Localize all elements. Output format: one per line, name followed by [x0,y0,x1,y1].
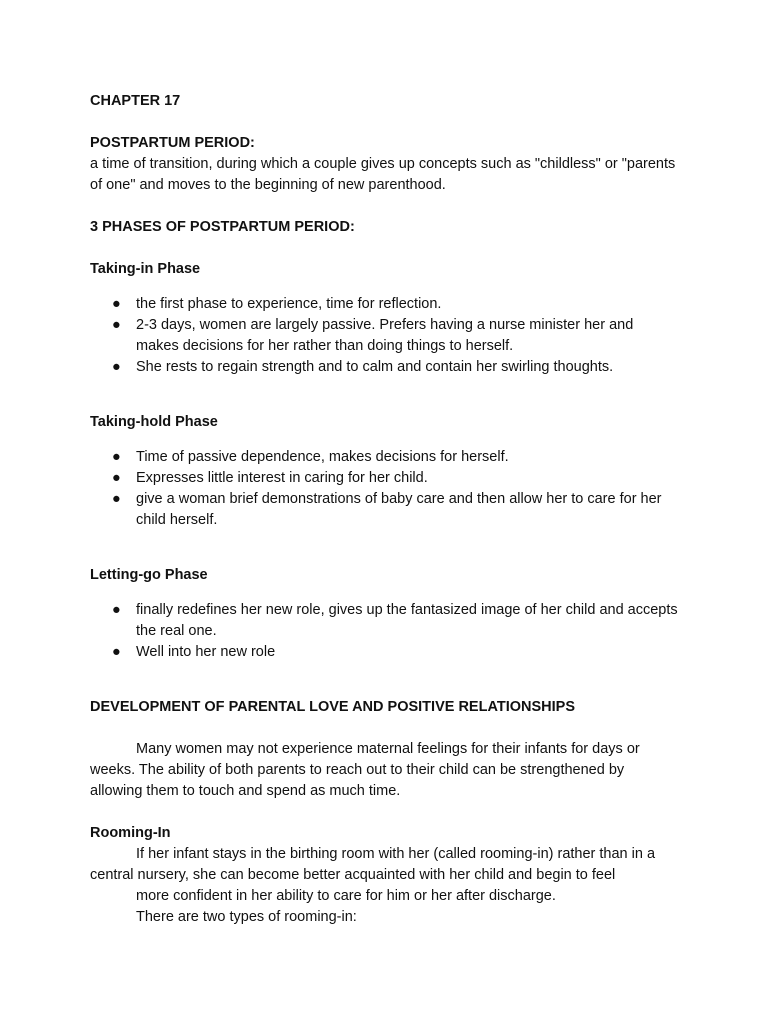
list-item: ● finally redefines her new role, gives up the fantasized image of her child and accepts the real one. [112,602,678,639]
phase-bullets-letting-go [90,600,678,663]
phases-heading: 3 PHASES OF POSTPARTUM PERIOD: [90,219,355,235]
bullet-icon: ● [112,317,121,333]
development-paragraph: Many women may not experience maternal feelings for their infants for days or weeks. The ability of both parents to reach out to their child can be strengthened by allowing them to touch and spend as much time. [90,741,640,799]
postpartum-definition: a time of transition, during which a couple gives up concepts such as "childless" or "parents of one" and moves to the beginning of new parenthood. [90,156,676,193]
list-item: ● She rests to regain strength and to calm and contain her swirling thoughts. [90,357,678,378]
rooming-in-heading: Rooming-In [90,825,171,841]
bullet-icon: ● [112,491,121,507]
phase-title-taking-hold: Taking-hold Phase [90,414,218,430]
bullet-icon: ● [112,470,121,486]
bullet-icon: ● [112,644,121,660]
postpartum-heading: POSTPARTUM PERIOD: [90,135,255,151]
rooming-in-types-line: There are two types of rooming-in: [136,909,357,925]
bullet-icon: ● [112,296,121,312]
list-item: ● Expresses little interest in caring for her child. [90,468,678,489]
list-item: ● 2-3 days, women are largely passive. Prefers having a nurse minister her and makes decisions for her rather than doing things to herself. [112,317,634,354]
list-item: ● Time of passive dependence, makes decisions for herself. [90,447,678,468]
list-item: ● the first phase to experience, time for reflection. [90,294,678,315]
list-item: ● Well into her new role [90,642,678,663]
bullet-icon: ● [112,602,121,618]
phase-title-taking-in: Taking-in Phase [90,261,201,277]
bullet-icon: ● [112,449,121,465]
development-heading: DEVELOPMENT OF PARENTAL LOVE AND POSITIVE RELATIONSHIPS [90,699,575,715]
chapter-title: CHAPTER 17 [90,93,181,109]
rooming-in-paragraph-continued: more confident in her ability to care for him or her after discharge. [136,888,556,904]
list-item: ● give a woman brief demonstrations of baby care and then allow her to care for her child herself. [112,491,662,528]
rooming-in-paragraph: If her infant stays in the birthing room with her (called rooming-in) rather than in a central nursery, she can become better acquainted with her child and begin to feel [90,846,656,883]
phase-bullets-taking-hold [90,447,678,531]
phase-title-letting-go: Letting-go Phase [90,567,208,583]
bullet-icon: ● [112,359,121,375]
phase-bullets-taking-in [90,294,678,378]
